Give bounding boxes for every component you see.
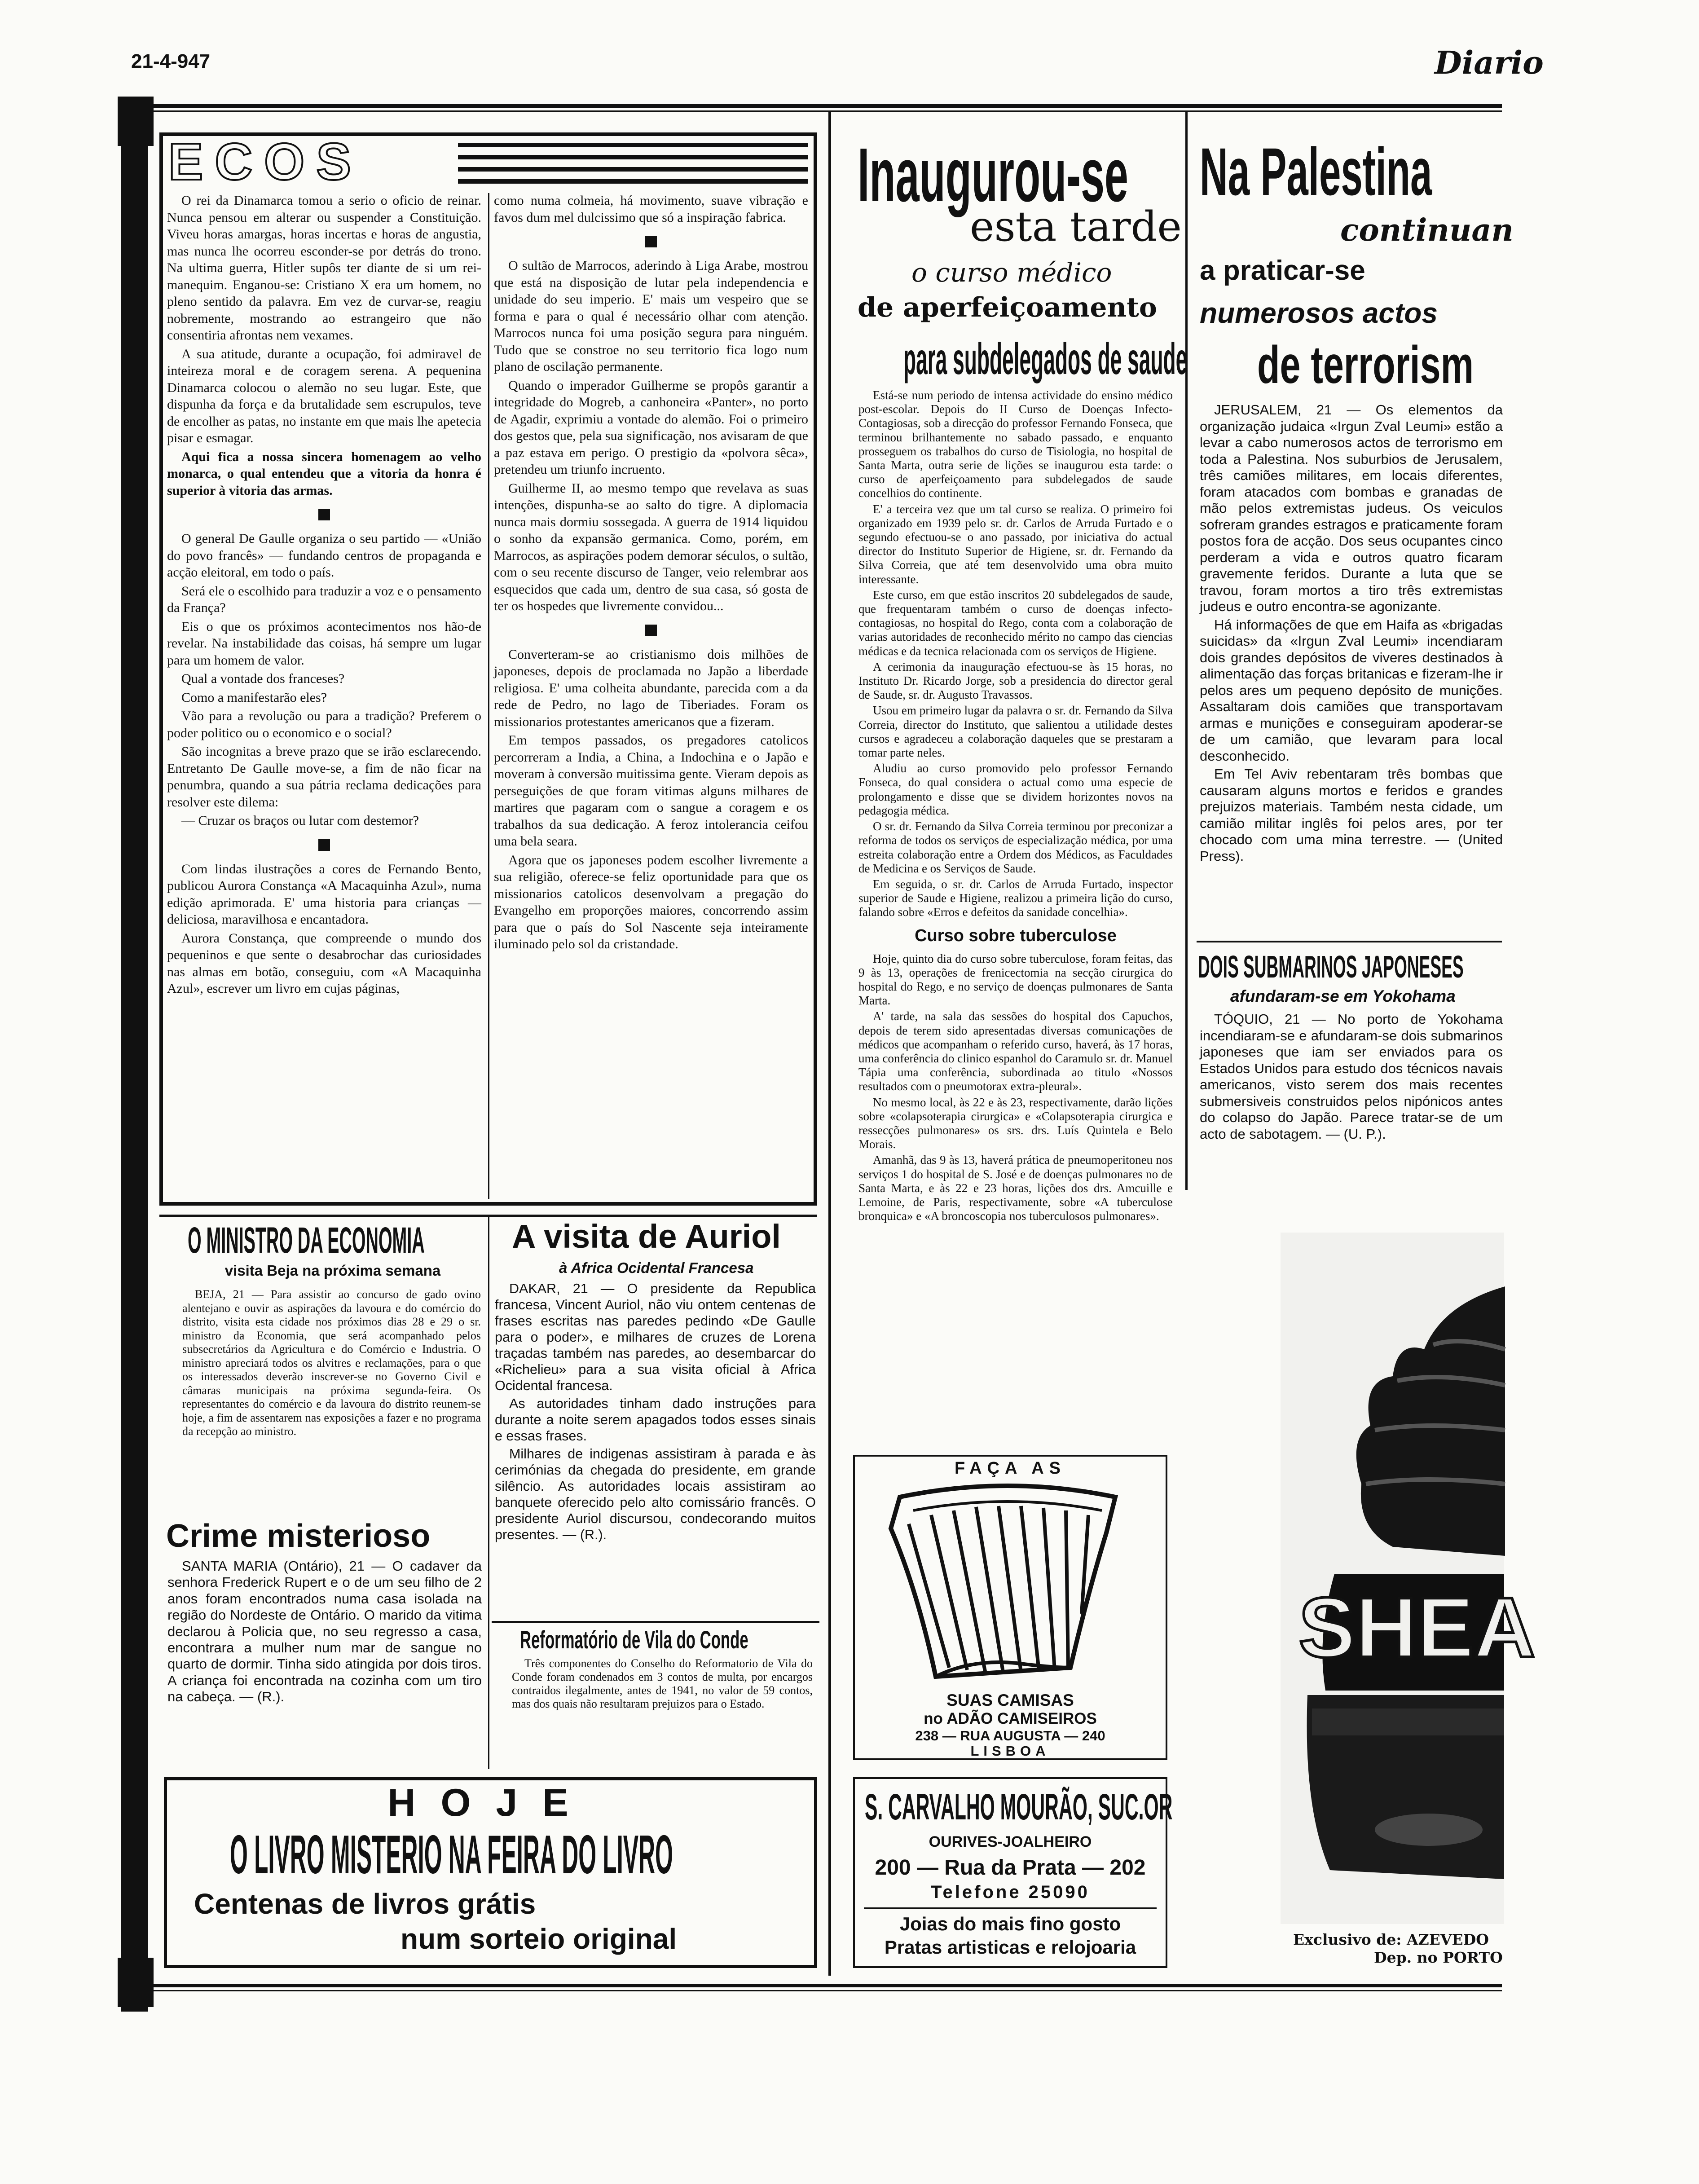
ecos-paragraph: Em tempos passados, os pregadores catolicos percorreram a India, a China, a Indochina e o Japão e moveram à conversão muitissima gente. Vieram depois as perseguições de que foram vitimas alguns milhares de martires que pagaram com o sangue a coragem e os trabalhos da sua dedicação. A feroz intolerancia ceifou uma bela seara. [494,733,808,849]
ecos-paragraph: O general De Gaulle organiza o seu partido — «União do povo francês» — fundando centros de propaganda e acção eleitoral, em todo o país. [167,531,481,580]
curso-paragraph: Amanhã, das 9 às 13, haverá prática de pneumoperitoneu nos serviços 1 do hospital de S. José e de doenças pulmonares no de Santa Marta, e às 22 e 23 horas, lições dos drs. Amcuille e Lemoine, de Paris, respectivamente, sobre «A tuberculose bronquica» e «A broncoscopia nos tuberculosos pulmonares». [858,1153,1173,1223]
ecos-paragraph: Vão para a revolução ou para a tradição? Preferem o poder politico ou o economico e o social? [167,709,481,740]
masthead-title: Diario [1435,44,1544,81]
submarinos-title: DOIS SUBMARINOS JAPONESES [1198,949,1464,984]
ecos-paragraph: — Cruzar os braços ou lutar com destemor? [181,813,419,828]
bottom-rule [148,1984,1502,1987]
hoje-ad-line-4: num sorteio original [401,1923,677,1955]
palestina-headline-3: a praticar-se [1200,255,1365,286]
ministro-title: O MINISTRO DA ECONOMIA [188,1220,425,1261]
palestina-paragraph: Em Tel Aviv rebentaram três bombas que causaram alguns mortos e feridos e grandes prejuizos materiais. Também nesta cidade, um camião militar inglês foi pelos ares, por ter chocado com uma mina terrestre. — (United Press). [1200,766,1503,864]
section-bullet [645,236,657,247]
crime-title: Crime misterioso [166,1518,431,1554]
carvalho-ad-address: 200 — Rua da Prata — 202 [875,1856,1146,1880]
camisas-ad-line-1: SUAS CAMISAS [946,1691,1074,1709]
ecos-title-rule [458,179,808,184]
ecos-paragraph: como numa colmeia, há movimento, suave vibração e favos dum mel dulcissimo que só a inspiração fabrica. [494,193,808,225]
left-rule [121,99,148,2012]
carvalho-ad-phone: Telefone 25090 [931,1882,1090,1902]
submarinos-subtitle: afundaram-se em Yokohama [1230,987,1456,1005]
carvalho-ad-trade: OURIVES-JOALHEIRO [929,1833,1092,1850]
ecos-title: ECOS [168,132,363,191]
carvalho-ad[interactable] [853,1777,1173,1968]
auriol-subtitle: à Africa Ocidental Francesa [559,1259,754,1276]
ecos-paragraph: Será ele o escolhido para traduzir a voz e o pensamento da França? [167,583,481,615]
mid-col-divider [488,1217,489,1769]
curso-paragraph: No mesmo local, às 22 e às 23, respectivamente, darão lições sobre «colapsoterapia cirurgica» e «Colapsoterapia cirurgica e ressecções pulmonares» os srs. drs. Luís Quintela e Belo Morais. [858,1095,1173,1151]
ecos-paragraph: Aurora Constança, que compreende o mundo dos pequeninos e que sente o desabrochar das curiosidades nas almas em botão, conseguiu, com «A Macaquinha Azul», escrever um livro em cujas páginas, [167,930,481,996]
auriol-title: A visita de Auriol [512,1218,781,1255]
shirt-illustration [882,1479,1133,1690]
top-rule [137,104,1502,108]
palestina-headline-4: numerosos actos [1200,297,1438,329]
auriol-paragraph: DAKAR, 21 — O presidente da Republica francesa, Vincent Auriol, não viu ontem centenas de frases escritas nas paredes pedindo «De Gaulle para o poder», e milhares de cruzes de Lorena traçadas também nas paredes, ao desembarcar do «Richelieu» para a sua visita oficial à Africa Ocidental francesa. [495,1281,816,1393]
ecos-paragraph: Como a manifestarão eles? [181,690,327,705]
auriol-paragraph: As autoridades tinham dado instruções para durante a noite serem apagados todos esses sinais e essas frases. [495,1396,816,1444]
page-date: 21-4-947 [131,50,211,72]
carvalho-ad-line-5: Joias do mais fino gosto [899,1913,1121,1934]
curso-paragraph: O sr. dr. Fernando da Silva Correia terminou por preconizar a reforma de todos os serviços de especialização médica, por uma estreita colaboração entre a Ordem dos Médicos, as Faculdades de Medicina e os Serviços de Saude. [858,819,1173,875]
hand-illustration [1281,1233,1504,1924]
reformatorio-title: Reformatório de Vila do Conde [520,1625,748,1654]
curso-headline-2: esta tarde [970,203,1182,251]
palestina-body [1200,402,1503,945]
left-block-top [118,97,154,146]
hoje-ad-title: O LIVRO MISTERIO NA FEIRA DO LIVRO [230,1824,673,1885]
ecos-column-2 [494,192,808,1202]
camisas-ad-top: FAÇA AS [955,1459,1066,1478]
curso-paragraph: Hoje, quinto dia do curso sobre tuberculose, foram feitas, das 9 às 13, operações de frenicectomia na secção cirurgica do hospital do Rego, e no serviço de doenças pulmonares de Santa Marta. [858,951,1173,1008]
camisas-ad-line-4: LISBOA [970,1743,1050,1759]
camisas-ad[interactable] [853,1455,1167,1760]
curso-paragraph: Está-se num periodo de intensa actividade do ensino médico post-escolar. Depois do II Curso de Doenças Infecto-Contagiosas, sob a direcção do professor Fernando Fonseca, que terminou brilhantemente no sabado passado, e enquanto prosseguem os trabalhos do curso de Tisiologia, no hospital de Santa Marta, outra serie de lições se inaugurou esta tarde: o curso de aperfeiçoamento para subdelegados de saude concelhios do continente. [858,388,1173,500]
ecos-paragraph: Quando o imperador Guilherme se propôs garantir a integridade do Mogreb, a canhoneira «Panter», no porto de Agadir, exprimiu a vontade do alemão. Foi o primeiro dos gestos que, pela sua significação, nos avisaram de que a paz estava em perigo. O prestigio da «polvora sêca», pretendeu um triunfo incruento. [494,378,808,477]
curso-subheading: Curso sobre tuberculose [915,926,1117,945]
ecos-paragraph: Aqui fica a nossa sincera homenagem ao velho monarca, o qual entendeu que a vitoria da honra é superior à vitoria das armas. [167,449,481,498]
carvalho-ad-rule [864,1907,1157,1909]
carvalho-ad-name: S. CARVALHO MOURÃO, SUC.OR [865,1787,1173,1827]
palestina-headline-5: de terrorism [1257,335,1474,395]
ecos-paragraph: Converteram-se ao cristianismo dois milhões de japoneses, depois de proclamada no Japão a liberdade religiosa. E' uma colheita abundante, parecida com a da rede de Pedro, no lago de Tiberiades. Foram os missionarios protestantes americanos que a fizeram. [494,647,808,729]
col-divider-2 [1185,112,1188,1190]
ministro-subtitle: visita Beja na próxima semana [224,1262,441,1279]
camisas-ad-line-3: 238 — RUA AUGUSTA — 240 [915,1728,1105,1744]
curso-body [858,388,1173,1439]
palestina-paragraph: JERUSALEM, 21 — Os elementos da organização judaica «Irgun Zval Leumi» estão a levar a cabo numerosos actos de terrorismo em toda a Palestina. Nos suburbios de Jerusalem, três camiões militares, em locais diferentes, foram atacados com bombas e granadas de mão pelos extremistas judeus. Os veiculos sofreram grandes estragos e praticamente foram postos fora de acção. Dos seus ocupantes cinco perderam a vida e outros quatro ficaram gravemente feridos. Durante a luta que se travou, foram mortos a tiro três extremistas judeus e outro encontra-se agonizante. [1200,402,1503,614]
ecos-paragraph: Agora que os japoneses podem escolher livremente a sua religião, oferece-se feliz oportunidade para que os missionarios catolicos desenvolvam a pregação do Evangelho em proporções maiores, concorrendo assim para que o país do Sol Nascente seja inteiramente iluminado pelo sol da cristandade. [494,852,808,951]
curso-headline-4: de aperfeiçoamento [858,292,1157,323]
hoje-ad-heading: HOJE [387,1781,594,1824]
hoje-ad[interactable] [164,1777,817,1968]
reformatorio-body: Três componentes do Conselho do Reformatorio de Vila do Conde foram condenados em 3 contos de multa, por encargos contraidos ilegalmente, antes de 1941, no valor de 59 contos, mas dos quais não resultaram prejuizos para o Estado. [512,1657,813,1710]
palestina-headline-1: Na Palestina [1200,134,1432,209]
ecos-title-rule [458,167,808,172]
ecos-title-rule [458,143,808,147]
ecos-paragraph: A sua atitude, durante a ocupação, foi admiravel de inteireza moral e de coragem serena. A pequenina Dinamarca colocou o alemão no seu lugar. Este, que dispunha da força e da brutalidade sem escrupulos, teve de encolher as patas, no instante em que mais lhe apetecia pisar e esmagar. [167,346,481,445]
shea-footer-2: Dep. no PORTO [1374,1949,1503,1966]
ministro-body: BEJA, 21 — Para assistir ao concurso de gado ovino alentejano e ouvir as aspirações da lavoura e do comércio do distrito, visita esta cidade nos próximos dias 28 e 29 o sr. ministro da Economia, que será acompanhado pelos subsecretários da Agricultura e do Comércio e Industria. O ministro apreciará todos os alvitres e reclamações, para o que os interessados deverão inscrever-se no Governo Civil e câmaras municipais na próxima segunda-feira. Os representantes do comércio e da lavoura do distrito reunem-se hoje, a fim de assentarem nas exposições a fazer e no programa da recepção ao ministro. [182,1288,481,1438]
ecos-paragraph: Com lindas ilustrações a cores de Fernando Bento, publicou Aurora Constança «A Macaquinha Azul», numa edição aprimorada. E' uma historia para crianças — deliciosa, maravilhosa e encantadora. [167,861,481,927]
ecos-paragraph: Guilherme II, ao mesmo tempo que revelava as suas intenções, dispunha-se ao salto do tigre. A diplomacia nunca mais dormiu sossegada. A guerra de 1914 liquidou o sonho da expansão germanica. Como, porém, em Marrocos, as aspirações podem demorar séculos, o sultão, com o seu recente discurso de Tanger, veio relembrar aos esquecidos que cada um, dentro de sua casa, só gosta de ter os hospedes que livremente convidou... [494,480,808,613]
shea-brand: SHEA [1298,1580,1536,1675]
col-divider-1 [828,112,831,1976]
ecos-col-divider [488,193,489,1199]
ecos-title-rule [458,155,808,159]
palestina-headline-2: continuan [1340,212,1514,248]
curso-paragraph: E' a terceira vez que um tal curso se realiza. O primeiro foi organizado em 1939 pelo sr. dr. Carlos de Arruda Furtado e o segundo efectuou-se o ano passado, por iniciativa do actual director do Instituto Superior de Higiene, sr. dr. Fernando da Silva Correia, que até tem desenvolvido uma obra muito interessante. [858,502,1173,586]
curso-paragraph: Usou em primeiro lugar da palavra o sr. dr. Fernando da Silva Correia, director do Instituto, que salientou a utilidade destes cursos e agradeceu a colaboração daqueles que se prestaram a tomar parte neles. [858,704,1173,760]
crime-body: SANTA MARIA (Ontário), 21 — O cadaver da senhora Frederick Rupert e o de um seu filho de 2 anos foram encontrados numa casa isolada na região do Nordeste de Ontário. O marido da vitima declarou à Policia que, no seu regresso a casa, encontrara a mulher num mar de sangue no quarto de dormir. Tinha sido atingida por dois tiros. A criança foi encontrada na cozinha com um tiro na cabeça. — (R.). [167,1558,482,1705]
curso-paragraph: Aludiu ao curso promovido pelo professor Fernando Fonseca, do qual considera o actual como uma especie de prolongamento e disse que se dividem horizontes novos na pedagogia médica. [858,762,1173,817]
shea-ad[interactable] [1281,1233,1536,1924]
ecos-paragraph: O rei da Dinamarca tomou a serio o oficio de reinar. Nunca pensou em alterar ou suspender a Constituição. Viveu horas amargas, horas incertas e horas de angustia, mas nunca lhe ocorreu esconder-se por detrás do trono. Na ultima guerra, Hitler supôs ter diante de si um rei-manequim. Enganou-se: Cristiano X era um homem, no pleno sentido da palavra. Em vez de curvar-se, reagiu nobremente, mostrando ao estrangeiro que não consentiria afrontas nem vexames. [167,193,481,343]
palestina-paragraph: Há informações de que em Haifa as «brigadas suicidas» da «Irgun Zval Leumi» incendiaram dois grandes depósitos de viveres destinados à alimentação das forças britanicas e fizeram-lhe ir pelos ares um pequeno depósito de munições. Assaltaram dois camiões que transportavam armas e munições e conseguiram apoderar-se de um camião, que levaram para local desconhecido. [1200,616,1503,764]
curso-headline-3: o curso médico [911,257,1112,288]
curso-paragraph: Em seguida, o sr. dr. Carlos de Arruda Furtado, inspector superior de Saude e Higiene, realizou a primeira lição do curso, falando sobre «Erros e defeitos da sanidade concelhia». [858,877,1173,919]
ecos-paragraph: São incognitas a breve prazo que se irão esclarecendo. Entretanto De Gaulle move-se, a fim de não ficar na penumbra, quando a sua pátria reclama dedicações para resolver este dilema: [167,744,481,810]
ecos-paragraph: O sultão de Marrocos, aderindo à Liga Arabe, mostrou que está na disposição de lutar pela independencia e unidade do seu imperio. E' mais um vespeiro que se forma e para o qual é necessário olhar com atenção. Marrocos nunca foi uma posição segura para ninguém. Tudo que se constroe no seu territorio fica logo num plano de oscilação permanente. [494,258,808,374]
section-bullet [318,509,330,520]
auriol-paragraph: Milhares de indigenas assistiram à parada e às cerimónias da chegada do presidente, em grande silêncio. As autoridades locais assistiram ao banquete oferecido pelo alto comissário francês. O presidente Auriol discursou, condecorando muitos presentes. — (R.). [495,1446,816,1542]
top-rule-thin [137,110,1502,112]
carvalho-ad-line-6: Pratas artisticas e relojoaria [884,1937,1136,1958]
reformatorio-rule [492,1621,819,1623]
section-bullet [318,839,330,851]
auriol-body [495,1281,816,1608]
shea-footer-1: Exclusivo de: AZEVEDO [1293,1931,1489,1948]
ecos-paragraph: Eis o que os próximos acontecimentos nos hão-de revelar. Na instabilidade das coisas, há sempre um lugar para um homem de valor. [167,619,481,668]
curso-paragraph: Este curso, em que estão inscritos 20 subdelegados de saude, que frequentaram também o curso de doenças infecto-contagiosas, no hospital do Rego, conta com a colaboração de varias autoridades de reconhecido mérito no campo das ciencias médicas e da tecnica relacionada com os serviços de Higiene. [858,588,1173,658]
camisas-ad-line-2: no ADÃO CAMISEIROS [924,1710,1097,1727]
ecos-column-1 [167,192,481,1202]
curso-headline-5: para subdelegados de saude [903,334,1188,383]
submarinos-body: TÓQUIO, 21 — No porto de Yokohama incendiaram-se e afundaram-se dois submarinos japoneses que iam ser enviados para os Estados Unidos para estudo dos técnicos navais americanos, visto serem dos mais recentes submersiveis construidos pelos nipónicos antes do colapso do Japão. Parece tratar-se de um acto de sabotagem. — (U. P.). [1200,1011,1503,1142]
ecos-paragraph: Qual a vontade dos franceses? [181,671,345,686]
curso-paragraph: A cerimonia da inauguração efectuou-se às 15 horas, no Instituto Dr. Ricardo Jorge, sob a presidencia do director geral de Saude, sr. dr. Augusto Travassos. [858,660,1173,702]
hoje-ad-line-3: Centenas de livros grátis [194,1888,536,1920]
submarinos-rule [1197,941,1502,942]
section-bullet [645,625,657,636]
bottom-rule-thin [148,1990,1502,1991]
left-block-bottom [118,1958,154,2007]
curso-paragraph: A' tarde, na sala das sessões do hospital dos Capuchos, depois de terem sido apresentadas diversas comunicações de médicos que acompanham o referido curso, haverá, às 17 horas, uma conferência do clinico espanhol do Caramulo sr. dr. Manuel Tápia uma conferência, subordinada ao titulo «Nossos resultados com o pneumotorax extra-pleural». [858,1009,1173,1093]
curso-headline-1: Inaugurou-se [858,132,1128,218]
